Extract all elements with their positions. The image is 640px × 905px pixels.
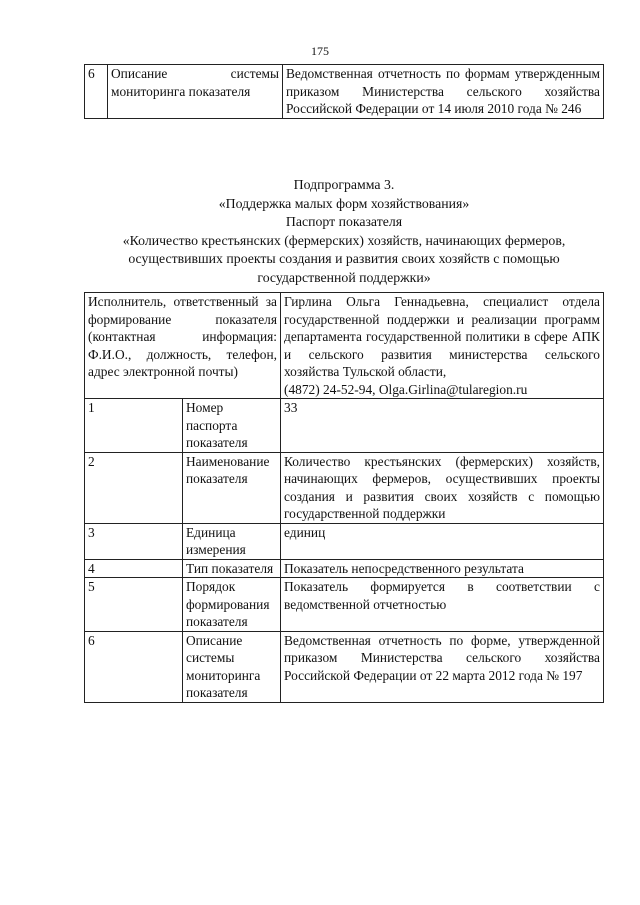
- row-number: 2: [85, 452, 183, 523]
- row-name: Тип показателя: [183, 559, 281, 578]
- row-number: 3: [85, 523, 183, 559]
- passport-title: Паспорт показателя: [285, 214, 403, 229]
- table-row: [85, 578, 604, 632]
- section-heading: [84, 176, 604, 287]
- row-value: Показатель формируется в соответствии с ведомственной отчетностью: [281, 578, 604, 632]
- subprogram-title: Подпрограмма 3.: [293, 177, 395, 192]
- row-value: Ведомственная отчетность по формам утвержденным приказом Министерства сельского хозяйства Российской Федерации от 14 июля 2010 года № 246: [283, 65, 604, 119]
- row-value: Количество крестьянских (фермерских) хозяйств, начинающих фермеров, осуществивших проекты создания и развития своих хозяйств с помощью государственной поддержки: [281, 452, 604, 523]
- row-name: Описание системы мониторинга показателя: [108, 65, 283, 119]
- row-value: Ведомственная отчетность по форме, утвержденной приказом Министерства сельского хозяйства Российской Федерации от 22 марта 2012 года № 197: [281, 631, 604, 702]
- row-number: 6: [85, 631, 183, 702]
- indicator-passport-table: [84, 292, 604, 703]
- page-number: 175: [311, 44, 329, 58]
- executor-cell: [281, 293, 604, 399]
- indicator-title-line: государственной поддержки»: [257, 269, 431, 285]
- table-row: [85, 452, 604, 523]
- subprogram-name: «Поддержка малых форм хозяйствования»: [218, 195, 470, 211]
- row-name: Порядок формирования показателя: [183, 578, 281, 632]
- table-row: [85, 399, 604, 453]
- executor-value: Гирлина Ольга Геннадьевна, специалист отдела государственной поддержки и реализации программ департамента государственной политики в сфере АПК и сельского развития министерства сельского хозяйства Тульской области,: [284, 294, 600, 379]
- executor-contact: (4872) 24-52-94, Olga.Girlina@tularegion.ru: [284, 381, 528, 397]
- indicator-title-line: «Количество крестьянских (фермерских) хозяйств, начинающих фермеров,: [122, 232, 566, 248]
- table-row: [85, 631, 604, 702]
- row-number: 1: [85, 399, 183, 453]
- row-name: Описание системы мониторинга показателя: [183, 631, 281, 702]
- indicator-title-line: осуществивших проекты создания и развития своих хозяйств с помощью: [128, 251, 560, 266]
- row-name: Единица измерения: [183, 523, 281, 559]
- table-row-executor: [85, 293, 604, 399]
- monitoring-table-continued: [84, 64, 604, 119]
- row-value: единиц: [281, 523, 604, 559]
- row-name: Наименование показателя: [183, 452, 281, 523]
- table-row: [85, 523, 604, 559]
- row-number: 5: [85, 578, 183, 632]
- table-row: [85, 559, 604, 578]
- row-number: 6: [85, 65, 108, 119]
- row-value: Показатель непосредственного результата: [281, 559, 604, 578]
- table-row: [85, 65, 604, 119]
- executor-label: Исполнитель, ответственный за формирование показателя (контактная информация: Ф.И.О., должность, телефон, адрес электронной почты): [85, 293, 281, 399]
- row-number: 4: [85, 559, 183, 578]
- row-name: Номер паспорта показателя: [183, 399, 281, 453]
- row-value: 33: [281, 399, 604, 453]
